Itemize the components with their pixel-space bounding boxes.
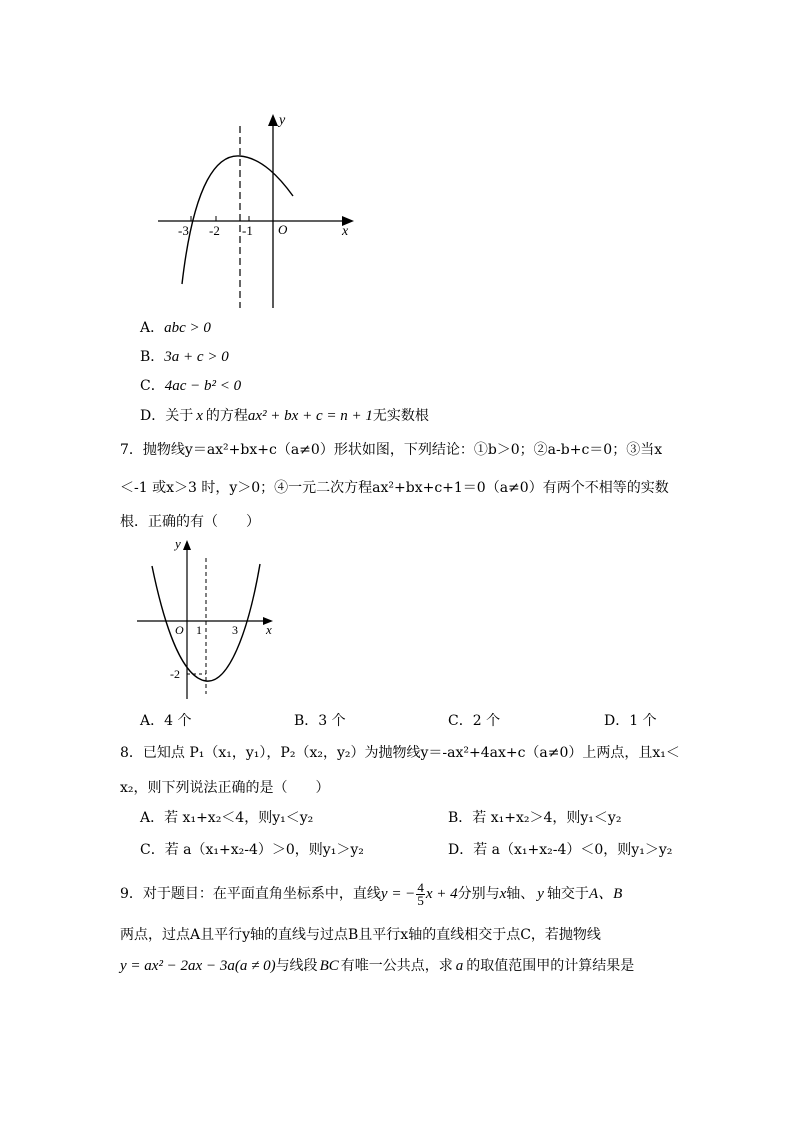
parabola-curve <box>182 156 293 284</box>
option-text: 无实数根 <box>372 408 429 424</box>
tick-label-minus3: -3 <box>178 223 189 238</box>
q6-option-c[interactable] <box>140 376 241 396</box>
q7-stem-line-1: 7．抛物线y＝ax²+bx+c（a≠0）形状如图，下列结论：①b＞0；②a-b+c＝0；③当x <box>120 442 663 458</box>
q9-segment: BC <box>319 958 339 974</box>
option-letter: B． <box>140 349 165 365</box>
y-axis-arrow <box>268 114 278 126</box>
q9-text: 的取值范围甲的计算结果是 <box>466 958 635 974</box>
q9-var: x <box>499 886 507 902</box>
q7-stem-line-2: ＜-1 或x＞3 时，y＞0；④一元二次方程ax²+bx+c+1＝0（a≠0）有两个不相等的实数 <box>120 480 669 496</box>
q7-option-a[interactable]: A．4 个 <box>140 713 192 729</box>
option-text: 关于 <box>165 408 194 424</box>
q8-option-a[interactable]: A．若 x₁+x₂＜4，则y₁＜y₂ <box>140 810 314 826</box>
q8-stem-line-2: x₂，则下列说法正确的是（ ） <box>120 780 330 796</box>
q8-option-d[interactable]: D．若 a（x₁+x₂-4）＜0，则y₁＞y₂ <box>448 842 673 858</box>
q9-text: 有唯一公共点，求 <box>340 958 453 974</box>
q6-option-d[interactable] <box>140 406 429 426</box>
q7-option-d[interactable]: D．1 个 <box>604 713 657 729</box>
q7-option-b[interactable]: B．3 个 <box>294 713 346 729</box>
q9-stem-line-2: 两点，过点A且平行y轴的直线与过点B且平行x轴的直线相交于点C，若抛物线 <box>120 927 601 943</box>
q9-text: 与线段 <box>275 958 318 974</box>
option-letter: D． <box>140 408 166 424</box>
q9-text: 轴、 <box>506 886 535 902</box>
origin-label: O <box>175 623 184 637</box>
graph-1 <box>150 108 370 313</box>
q9-fraction-numerator: 4 <box>417 879 424 895</box>
x-axis-label: x <box>342 224 349 239</box>
q6-option-b[interactable] <box>140 347 229 367</box>
tick-label-minus2: -2 <box>170 667 180 681</box>
option-formula: 3a + c > 0 <box>164 349 229 365</box>
q9-stem-line-3 <box>120 956 634 976</box>
q7-option-c[interactable]: C．2 个 <box>448 713 501 729</box>
tick-label-minus1: -1 <box>242 223 253 238</box>
q9-text: 分别与 <box>457 886 500 902</box>
option-formula: ax² + bx + c = n + 1 <box>247 408 373 424</box>
q8-stem-line-1: 8．已知点 P₁（x₁，y₁），P₂（x₂，y₂）为抛物线y＝-ax²+4ax+c（a≠0）上两点，且x₁＜ <box>120 745 680 761</box>
y-axis-label: y <box>279 113 286 128</box>
q9-text: 9．对于题目：在平面直角坐标系中，直线 <box>120 886 381 902</box>
option-letter: A． <box>140 320 165 336</box>
q9-points: A、B <box>588 886 623 902</box>
q9-var: y <box>537 886 544 902</box>
tick-label-1: 1 <box>196 623 202 637</box>
y-axis-label: y <box>175 536 181 551</box>
q9-line-equation-left: y = − <box>380 886 416 902</box>
q9-stem-line-1 <box>120 874 622 914</box>
tick-label-minus2: -2 <box>209 223 220 238</box>
q7-stem-line-3: 根．正确的有（ ） <box>120 514 260 530</box>
x-axis-label: x <box>266 622 272 637</box>
graph-2 <box>132 534 282 704</box>
origin-label: O <box>278 222 288 237</box>
q8-option-c[interactable]: C．若 a（x₁+x₂-4）＞0，则y₁＞y₂ <box>140 842 364 858</box>
y-axis-arrow <box>183 540 191 550</box>
q9-parabola-equation: y = ax² − 2ax − 3a(a ≠ 0) <box>120 958 276 974</box>
q9-text: 轴交于 <box>546 886 589 902</box>
option-letter: C． <box>140 378 165 394</box>
option-formula: abc > 0 <box>164 320 211 336</box>
option-var: x <box>196 408 203 424</box>
q8-option-b[interactable]: B．若 x₁+x₂＞4，则y₁＜y₂ <box>448 810 622 826</box>
option-text: 的方程 <box>205 408 248 424</box>
q9-var: a <box>455 958 464 974</box>
option-formula: 4ac − b² < 0 <box>164 378 242 394</box>
q9-fraction-denominator: 5 <box>417 892 424 908</box>
q9-fraction <box>416 879 425 908</box>
q6-option-a[interactable] <box>140 318 211 338</box>
q9-line-equation-right: x + 4 <box>425 886 458 902</box>
tick-label-3: 3 <box>232 623 238 637</box>
